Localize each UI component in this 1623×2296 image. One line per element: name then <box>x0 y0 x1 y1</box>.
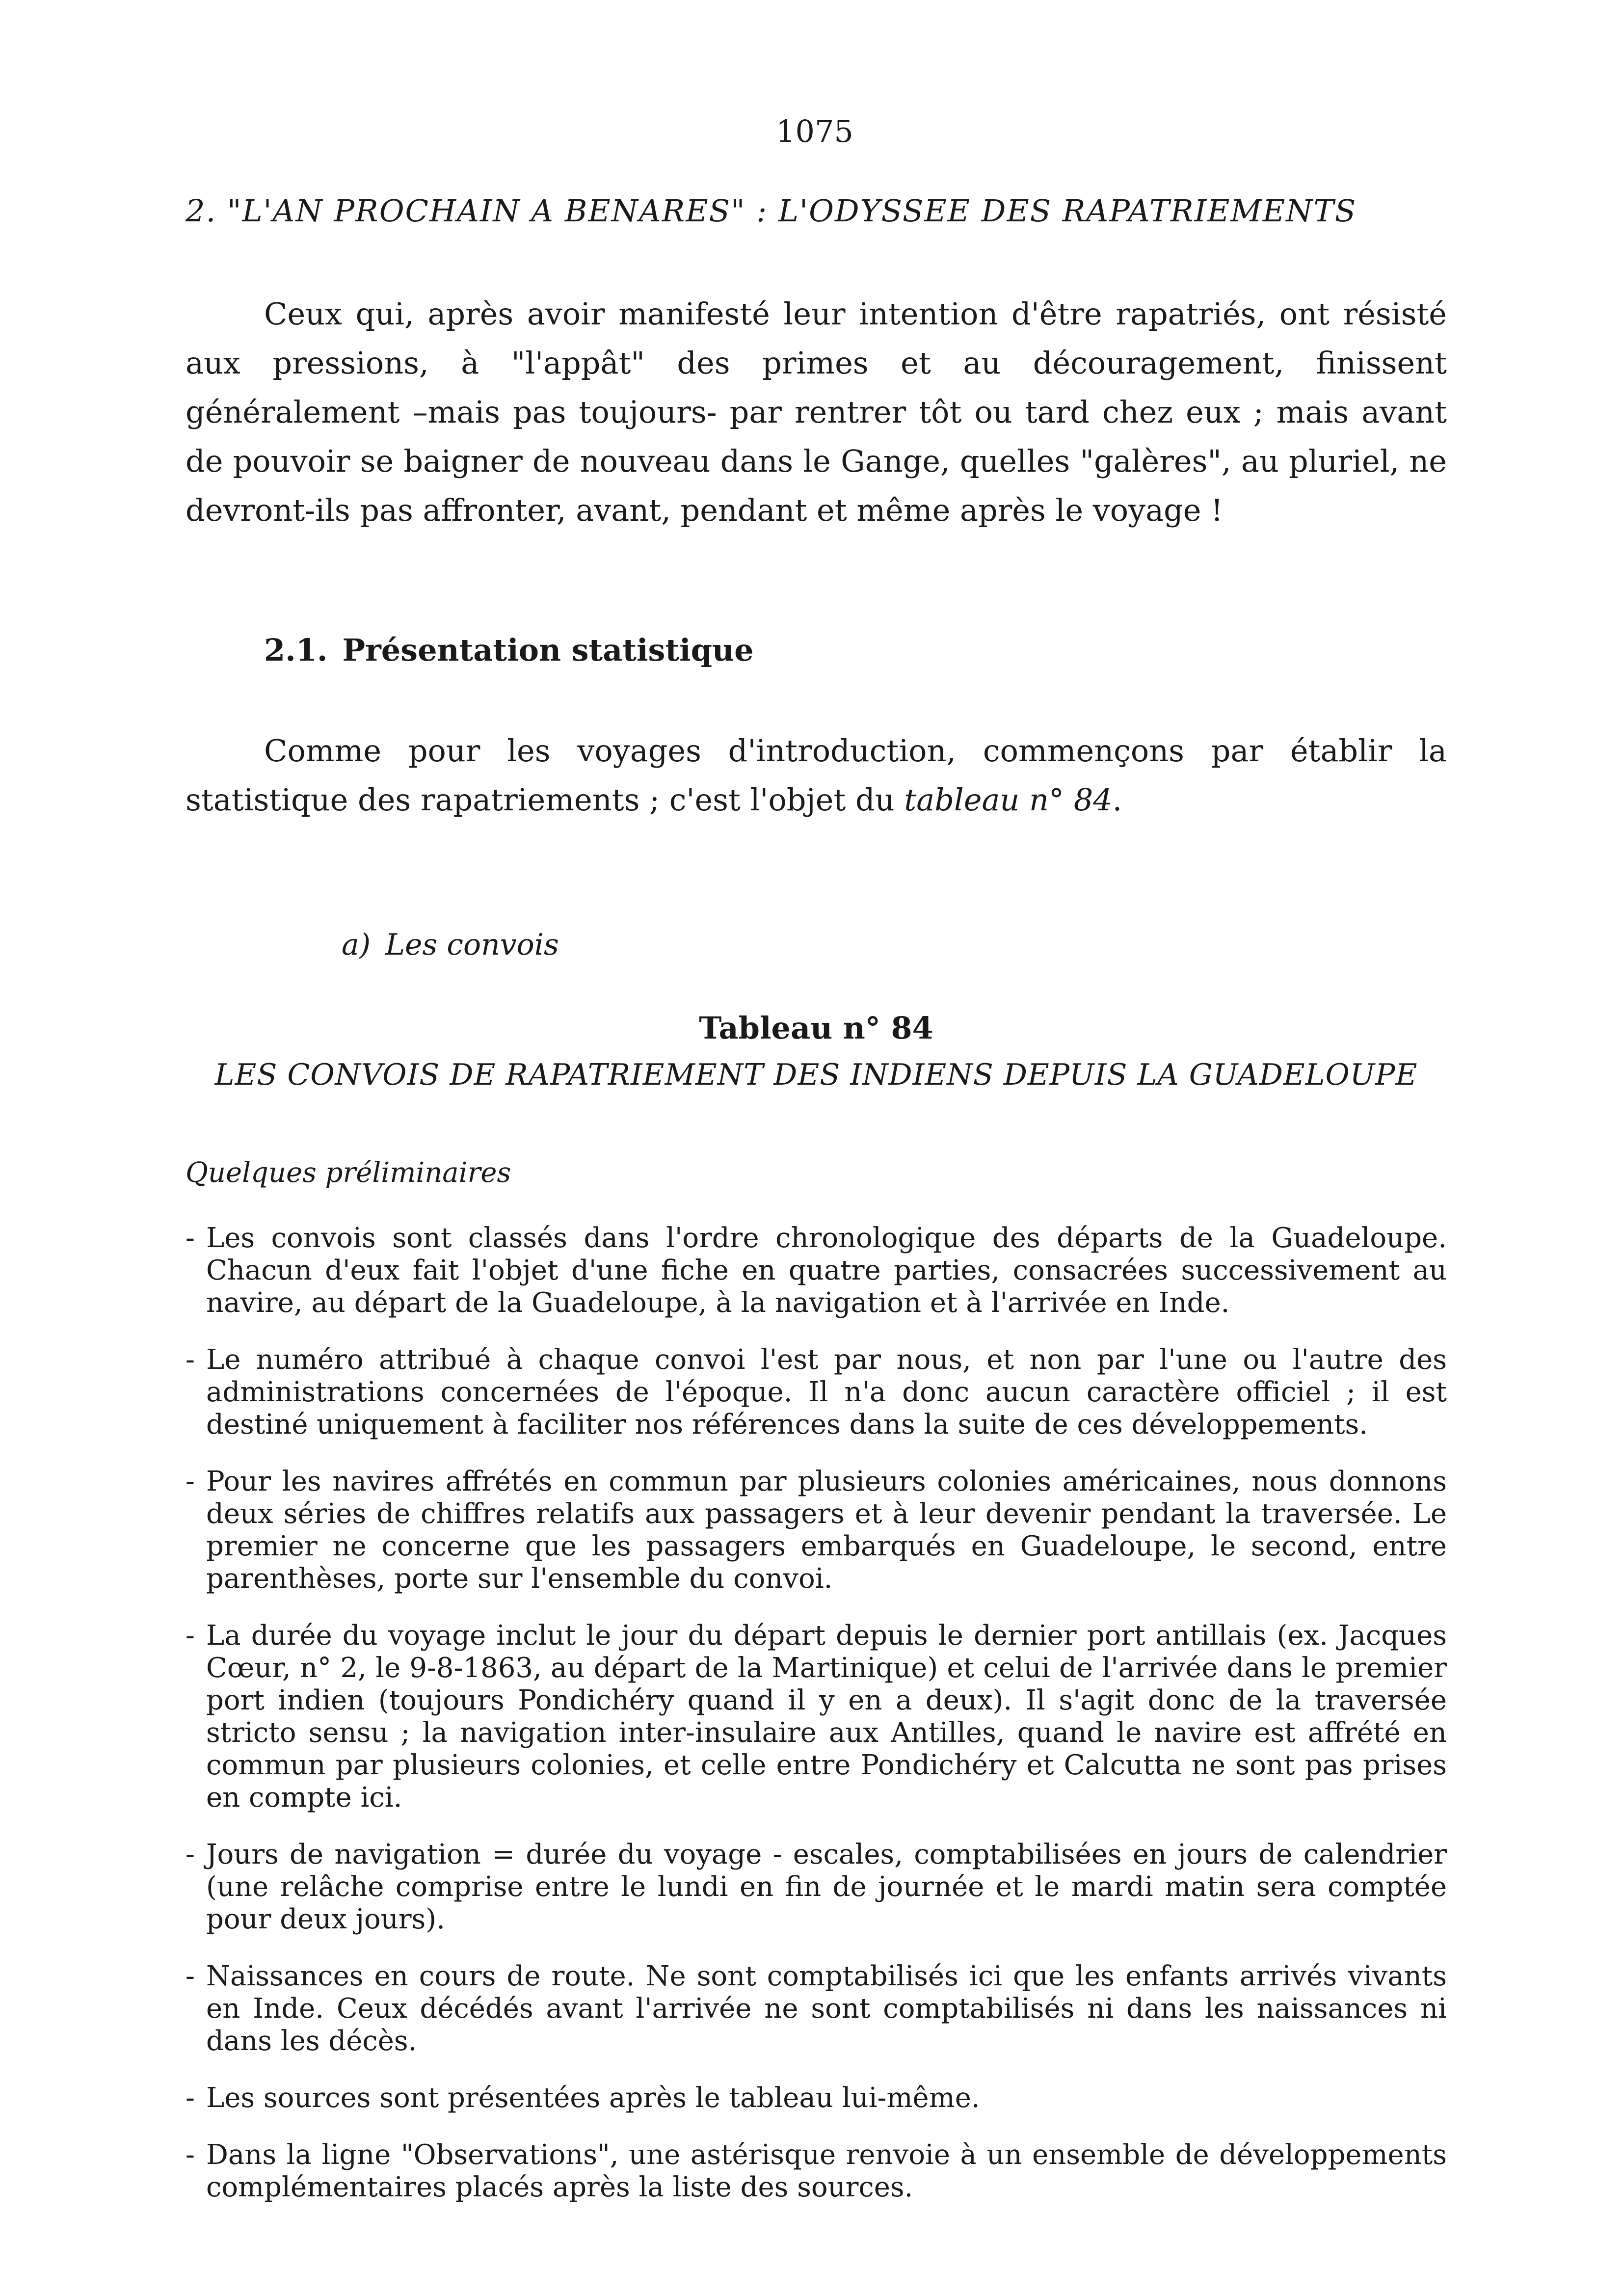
statistics-paragraph-text: Comme pour les voyages d'introduction, commençons par établir la statistique des rapatriements ; c'est l'objet du <box>186 733 1447 818</box>
intro-paragraph: Ceux qui, après avoir manifesté leur intention d'être rapatriés, ont résisté aux pressions, à "l'appât" des primes et au découragement, finissent généralement –mais pas toujours- par rentrer tôt ou tard chez eux ; mais avant de pouvoir se baigner de nouveau dans le Gange, quelles "galères", au pluriel, ne devront-ils pas affronter, avant, pendant et même après le voyage ! <box>186 296 1447 528</box>
page-number: 1075 <box>776 113 853 149</box>
convois-heading <box>342 923 559 967</box>
table-title: Tableau n° 84 <box>699 1010 933 1046</box>
list-item <box>186 1960 1447 2057</box>
list-item-text: Les convois sont classés dans l'ordre chronologique des départs de la Guadeloupe. Chacun d'eux fait l'objet d'une fiche en quatre parties, consacrées successivement au navire, au départ de la Guadeloupe, à la navigation et à l'arrivée en Inde. <box>206 1222 1447 1319</box>
statistics-paragraph-end: . <box>1112 782 1122 818</box>
preliminaries-heading: Quelques préliminaires <box>186 1157 511 1189</box>
list-bullet: - <box>186 1960 195 1992</box>
list-item-text: Dans la ligne "Observations", une astérisque renvoie à un ensemble de développements complémentaires placés après la liste des sources. <box>206 2139 1447 2203</box>
subsection-number: 2.1. <box>264 632 328 668</box>
list-bullet: - <box>186 1620 195 1652</box>
list-item-text: Jours de navigation = durée du voyage - escales, comptabilisées en jours de calendrier (une relâche comprise entre le lundi en fin de journée et le mardi matin sera comptée pour deux jours). <box>206 1839 1447 1935</box>
subsection-title: Présentation statistique <box>342 632 754 668</box>
subsection-heading <box>264 628 754 672</box>
table-subtitle: LES CONVOIS DE RAPATRIEMENT DES INDIENS DEPUIS LA GUADELOUPE <box>214 1058 1418 1092</box>
table-reference: tableau n° 84 <box>904 782 1113 818</box>
list-item <box>186 1466 1447 1595</box>
convois-letter: a) <box>342 928 371 962</box>
convois-label: Les convois <box>385 928 559 962</box>
list-item-text: La durée du voyage inclut le jour du départ depuis le dernier port antillais (ex. Jacques Cœur, n° 2, le 9-8-1863, au départ de la Martinique) et celui de l'arrivée dans le premier port indien (toujours Pondichéry quand il y en a deux). Il s'agit donc de la traversée stricto sensu ; la navigation inter-insulaire aux Antilles, quand le navire est affrété en commun par plusieurs colonies, et celle entre Pondichéry et Calcutta ne sont pas prises en compte ici. <box>206 1620 1447 1814</box>
list-bullet: - <box>186 1466 195 1497</box>
list-item <box>186 1222 1447 1319</box>
list-item-text: Naissances en cours de route. Ne sont comptabilisés ici que les enfants arrivés vivants en Inde. Ceux décédés avant l'arrivée ne sont comptabilisés ni dans les naissances ni dans les décès. <box>206 1960 1447 2057</box>
list-item <box>186 2139 1447 2204</box>
list-bullet: - <box>186 1839 195 1870</box>
section-title: 2. "L'AN PROCHAIN A BENARES" : L'ODYSSEE DES RAPATRIEMENTS <box>186 193 1357 229</box>
list-bullet: - <box>186 2139 195 2171</box>
preliminaries-list <box>186 1222 1447 2228</box>
list-bullet: - <box>186 1222 195 1254</box>
list-item <box>186 1620 1447 1814</box>
list-item-text: Le numéro attribué à chaque convoi l'est par nous, et non par l'une ou l'autre des administrations concernées de l'époque. Il n'a donc aucun caractère officiel ; il est destiné uniquement à faciliter nos références dans la suite de ces développements. <box>206 1344 1447 1441</box>
list-item-text: Pour les navires affrétés en commun par plusieurs colonies américaines, nous donnons deux séries de chiffres relatifs aux passagers et à leur devenir pendant la traversée. Le premier ne concerne que les passagers embarqués en Guadeloupe, le second, entre parenthèses, porte sur l'ensemble du convoi. <box>206 1466 1447 1595</box>
list-item <box>186 2082 1447 2114</box>
list-item <box>186 1839 1447 1936</box>
list-bullet: - <box>186 2082 195 2114</box>
list-bullet: - <box>186 1344 195 1376</box>
list-item-text: Les sources sont présentées après le tableau lui-même. <box>206 2082 980 2114</box>
statistics-paragraph <box>186 726 1447 825</box>
list-item <box>186 1344 1447 1441</box>
